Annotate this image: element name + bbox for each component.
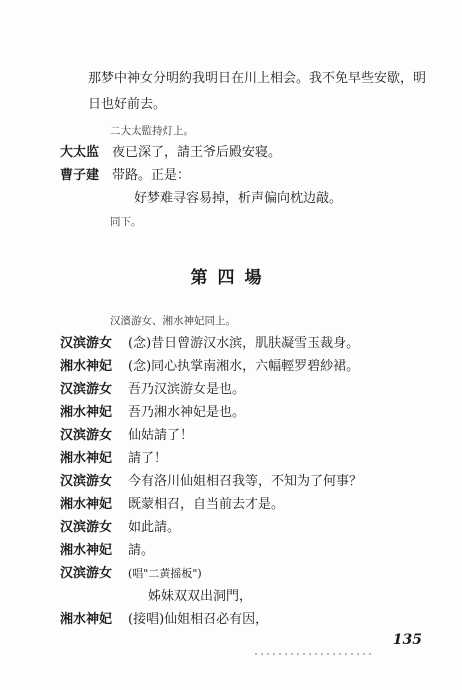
speaker-name: 湘水神妃: [60, 612, 113, 627]
speaker-name: 大太监: [60, 145, 100, 160]
stage-direction: 汉濱游女、湘水神妃同上。: [110, 315, 236, 327]
dialogue-text: 如此請。: [128, 520, 181, 535]
stage-direction: 二大太監持灯上。: [110, 125, 194, 137]
speaker-name: 汉滨游女: [60, 336, 113, 351]
speaker-name: 湘水神妃: [60, 543, 113, 558]
speaker-name: 湘水神妃: [60, 405, 113, 420]
speaker-name: 湘水神妃: [60, 359, 113, 374]
text-line: 那梦中神女分明約我明日在川上相会。我不免早些安歇，明: [88, 71, 427, 86]
dialogue-text: 夜已深了，請王爷后殿安寝。: [112, 145, 282, 160]
dialogue-text: 吾乃湘水神妃是也。: [128, 405, 246, 420]
speaker-name: 汉滨游女: [60, 428, 113, 443]
speaker-name: 汉滨游女: [60, 566, 113, 581]
dialogue-text: 吾乃汉滨游女是也。: [128, 382, 246, 397]
scene-title: 第四場: [190, 268, 272, 288]
page-number: 135: [392, 632, 422, 648]
verse-line: 好梦难寻容易掉，析声偏向枕边敲。: [134, 191, 343, 206]
text-line: 日也好前去。: [88, 97, 167, 112]
dialogue-text: 既蒙相召，自当前去才是。: [128, 497, 285, 512]
dialogue-text: (唱"二黄摇板"): [128, 567, 202, 580]
dialogue-text: 带路。正是：: [112, 168, 191, 183]
speaker-name: 汉滨游女: [60, 520, 113, 535]
stage-direction: 同下。: [110, 216, 142, 228]
speaker-name: 湘水神妃: [60, 497, 113, 512]
song-line: 姊妹双双出洞門，: [148, 589, 253, 604]
dialogue-text: 請了！: [128, 451, 168, 466]
scan-artifact: [255, 653, 375, 655]
dialogue-text: (念)同心执掌南湘水，六幅輕罗碧紗裙。: [128, 359, 360, 374]
dialogue-text: (念)昔日曾游汉水滨，肌肤凝雪玉裁身。: [128, 336, 360, 351]
speaker-name: 汉滨游女: [60, 382, 113, 397]
dialogue-text: 請。: [128, 543, 155, 558]
speaker-name: 曹子建: [60, 168, 100, 183]
dialogue-text: (接唱)仙姐相召必有因，: [128, 612, 269, 627]
speaker-name: 湘水神妃: [60, 451, 113, 466]
dialogue-text: 仙姑請了！: [128, 428, 194, 443]
speaker-name: 汉滨游女: [60, 474, 113, 489]
dialogue-text: 今有洛川仙姐相召我等，不知为了何事？: [128, 474, 363, 489]
